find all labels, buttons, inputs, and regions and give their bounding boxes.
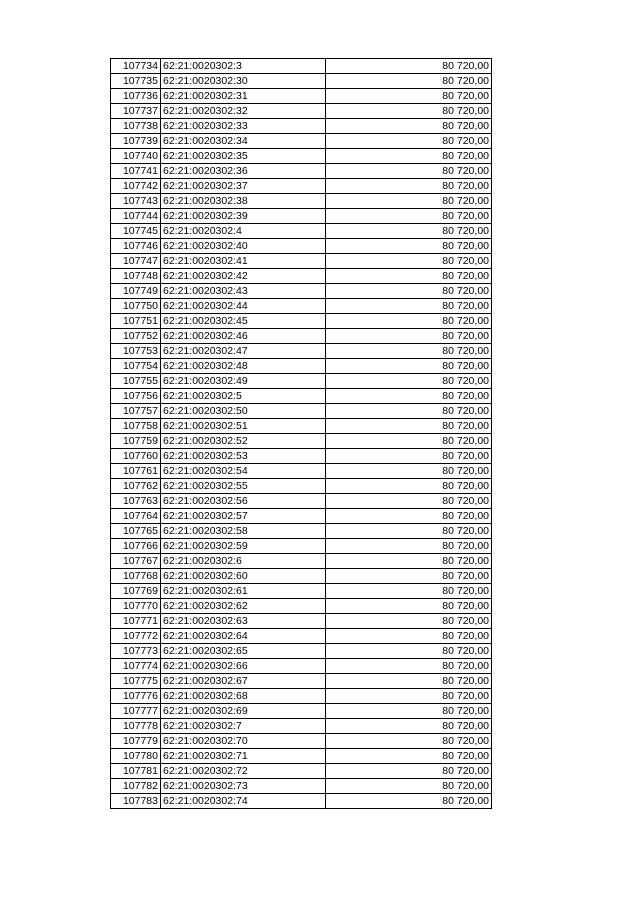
cadastral-number-cell: 62:21:0020302:65	[161, 644, 326, 659]
table-row	[111, 254, 492, 269]
table-row	[111, 149, 492, 164]
row-id-cell: 107775	[111, 674, 161, 689]
table-row	[111, 134, 492, 149]
row-id-cell: 107760	[111, 449, 161, 464]
row-id-cell: 107767	[111, 554, 161, 569]
amount-cell: 80 720,00	[326, 599, 492, 614]
table-row	[111, 224, 492, 239]
cadastral-number-cell: 62:21:0020302:68	[161, 689, 326, 704]
table-row	[111, 449, 492, 464]
row-id-cell: 107748	[111, 269, 161, 284]
row-id-cell: 107763	[111, 494, 161, 509]
table-row	[111, 74, 492, 89]
cadastral-number-cell: 62:21:0020302:35	[161, 149, 326, 164]
amount-cell: 80 720,00	[326, 434, 492, 449]
row-id-cell: 107769	[111, 584, 161, 599]
cadastral-number-cell: 62:21:0020302:50	[161, 404, 326, 419]
table-row	[111, 419, 492, 434]
cadastral-number-cell: 62:21:0020302:48	[161, 359, 326, 374]
amount-cell: 80 720,00	[326, 119, 492, 134]
cadastral-number-cell: 62:21:0020302:56	[161, 494, 326, 509]
amount-cell: 80 720,00	[326, 299, 492, 314]
cadastral-number-cell: 62:21:0020302:7	[161, 719, 326, 734]
cadastral-number-cell: 62:21:0020302:69	[161, 704, 326, 719]
cadastral-number-cell: 62:21:0020302:40	[161, 239, 326, 254]
amount-cell: 80 720,00	[326, 539, 492, 554]
amount-cell: 80 720,00	[326, 389, 492, 404]
row-id-cell: 107778	[111, 719, 161, 734]
cadastral-number-cell: 62:21:0020302:32	[161, 104, 326, 119]
cadastral-number-cell: 62:21:0020302:34	[161, 134, 326, 149]
cadastral-number-cell: 62:21:0020302:66	[161, 659, 326, 674]
amount-cell: 80 720,00	[326, 569, 492, 584]
table-row	[111, 749, 492, 764]
table-row	[111, 719, 492, 734]
table-row	[111, 59, 492, 74]
table-row	[111, 374, 492, 389]
row-id-cell: 107776	[111, 689, 161, 704]
row-id-cell: 107783	[111, 794, 161, 809]
amount-cell: 80 720,00	[326, 314, 492, 329]
table-row	[111, 479, 492, 494]
table-row	[111, 344, 492, 359]
cadastral-number-cell: 62:21:0020302:45	[161, 314, 326, 329]
amount-cell: 80 720,00	[326, 104, 492, 119]
amount-cell: 80 720,00	[326, 614, 492, 629]
table-row	[111, 104, 492, 119]
cadastral-number-cell: 62:21:0020302:62	[161, 599, 326, 614]
row-id-cell: 107762	[111, 479, 161, 494]
cadastral-number-cell: 62:21:0020302:51	[161, 419, 326, 434]
cadastral-number-cell: 62:21:0020302:72	[161, 764, 326, 779]
table-row	[111, 704, 492, 719]
row-id-cell: 107753	[111, 344, 161, 359]
cadastral-number-cell: 62:21:0020302:63	[161, 614, 326, 629]
amount-cell: 80 720,00	[326, 194, 492, 209]
cadastral-number-cell: 62:21:0020302:30	[161, 74, 326, 89]
row-id-cell: 107781	[111, 764, 161, 779]
table-row	[111, 614, 492, 629]
amount-cell: 80 720,00	[326, 509, 492, 524]
cadastral-number-cell: 62:21:0020302:52	[161, 434, 326, 449]
row-id-cell: 107771	[111, 614, 161, 629]
amount-cell: 80 720,00	[326, 449, 492, 464]
amount-cell: 80 720,00	[326, 179, 492, 194]
row-id-cell: 107747	[111, 254, 161, 269]
amount-cell: 80 720,00	[326, 734, 492, 749]
cadastral-number-cell: 62:21:0020302:54	[161, 464, 326, 479]
table-row	[111, 689, 492, 704]
cadastral-number-cell: 62:21:0020302:38	[161, 194, 326, 209]
amount-cell: 80 720,00	[326, 464, 492, 479]
row-id-cell: 107765	[111, 524, 161, 539]
cadastral-number-cell: 62:21:0020302:53	[161, 449, 326, 464]
table-row	[111, 629, 492, 644]
table-row	[111, 569, 492, 584]
table-row	[111, 584, 492, 599]
cadastral-number-cell: 62:21:0020302:46	[161, 329, 326, 344]
table-row	[111, 674, 492, 689]
cadastral-number-cell: 62:21:0020302:43	[161, 284, 326, 299]
cadastral-number-cell: 62:21:0020302:58	[161, 524, 326, 539]
row-id-cell: 107741	[111, 164, 161, 179]
amount-cell: 80 720,00	[326, 344, 492, 359]
cadastral-number-cell: 62:21:0020302:67	[161, 674, 326, 689]
amount-cell: 80 720,00	[326, 764, 492, 779]
cadastral-number-cell: 62:21:0020302:36	[161, 164, 326, 179]
cadastral-number-cell: 62:21:0020302:4	[161, 224, 326, 239]
row-id-cell: 107751	[111, 314, 161, 329]
cadastral-number-cell: 62:21:0020302:60	[161, 569, 326, 584]
amount-cell: 80 720,00	[326, 554, 492, 569]
table-row	[111, 194, 492, 209]
amount-cell: 80 720,00	[326, 584, 492, 599]
table-row	[111, 464, 492, 479]
row-id-cell: 107766	[111, 539, 161, 554]
row-id-cell: 107745	[111, 224, 161, 239]
cadastral-number-cell: 62:21:0020302:74	[161, 794, 326, 809]
row-id-cell: 107743	[111, 194, 161, 209]
cadastral-number-cell: 62:21:0020302:55	[161, 479, 326, 494]
amount-cell: 80 720,00	[326, 224, 492, 239]
table-row	[111, 434, 492, 449]
amount-cell: 80 720,00	[326, 419, 492, 434]
amount-cell: 80 720,00	[326, 374, 492, 389]
amount-cell: 80 720,00	[326, 719, 492, 734]
amount-cell: 80 720,00	[326, 749, 492, 764]
row-id-cell: 107761	[111, 464, 161, 479]
table-row	[111, 779, 492, 794]
table-row	[111, 284, 492, 299]
amount-cell: 80 720,00	[326, 134, 492, 149]
row-id-cell: 107770	[111, 599, 161, 614]
row-id-cell: 107750	[111, 299, 161, 314]
table-row	[111, 494, 492, 509]
row-id-cell: 107755	[111, 374, 161, 389]
amount-cell: 80 720,00	[326, 659, 492, 674]
row-id-cell: 107759	[111, 434, 161, 449]
table-row	[111, 659, 492, 674]
row-id-cell: 107779	[111, 734, 161, 749]
amount-cell: 80 720,00	[326, 359, 492, 374]
table-row	[111, 794, 492, 809]
amount-cell: 80 720,00	[326, 269, 492, 284]
data-table	[110, 58, 492, 809]
amount-cell: 80 720,00	[326, 794, 492, 809]
row-id-cell: 107742	[111, 179, 161, 194]
table-row	[111, 209, 492, 224]
cadastral-number-cell: 62:21:0020302:49	[161, 374, 326, 389]
row-id-cell: 107757	[111, 404, 161, 419]
table-row	[111, 524, 492, 539]
row-id-cell: 107736	[111, 89, 161, 104]
amount-cell: 80 720,00	[326, 239, 492, 254]
amount-cell: 80 720,00	[326, 149, 492, 164]
cadastral-number-cell: 62:21:0020302:31	[161, 89, 326, 104]
amount-cell: 80 720,00	[326, 404, 492, 419]
amount-cell: 80 720,00	[326, 524, 492, 539]
row-id-cell: 107773	[111, 644, 161, 659]
row-id-cell: 107782	[111, 779, 161, 794]
cadastral-number-cell: 62:21:0020302:6	[161, 554, 326, 569]
table-row	[111, 359, 492, 374]
amount-cell: 80 720,00	[326, 479, 492, 494]
table-row	[111, 644, 492, 659]
row-id-cell: 107739	[111, 134, 161, 149]
cadastral-number-cell: 62:21:0020302:3	[161, 59, 326, 74]
table-row	[111, 734, 492, 749]
cadastral-number-cell: 62:21:0020302:33	[161, 119, 326, 134]
row-id-cell: 107746	[111, 239, 161, 254]
table-row	[111, 314, 492, 329]
table-row	[111, 269, 492, 284]
amount-cell: 80 720,00	[326, 644, 492, 659]
table-row	[111, 89, 492, 104]
amount-cell: 80 720,00	[326, 89, 492, 104]
table-row	[111, 404, 492, 419]
row-id-cell: 107738	[111, 119, 161, 134]
table-row	[111, 179, 492, 194]
row-id-cell: 107780	[111, 749, 161, 764]
cadastral-number-cell: 62:21:0020302:64	[161, 629, 326, 644]
amount-cell: 80 720,00	[326, 674, 492, 689]
table-row	[111, 599, 492, 614]
cadastral-number-cell: 62:21:0020302:70	[161, 734, 326, 749]
row-id-cell: 107752	[111, 329, 161, 344]
amount-cell: 80 720,00	[326, 284, 492, 299]
row-id-cell: 107756	[111, 389, 161, 404]
row-id-cell: 107777	[111, 704, 161, 719]
data-table-body	[111, 59, 492, 809]
cadastral-number-cell: 62:21:0020302:71	[161, 749, 326, 764]
amount-cell: 80 720,00	[326, 494, 492, 509]
row-id-cell: 107740	[111, 149, 161, 164]
amount-cell: 80 720,00	[326, 254, 492, 269]
table-row	[111, 539, 492, 554]
row-id-cell: 107758	[111, 419, 161, 434]
row-id-cell: 107734	[111, 59, 161, 74]
cadastral-number-cell: 62:21:0020302:61	[161, 584, 326, 599]
row-id-cell: 107764	[111, 509, 161, 524]
row-id-cell: 107744	[111, 209, 161, 224]
cadastral-number-cell: 62:21:0020302:44	[161, 299, 326, 314]
amount-cell: 80 720,00	[326, 779, 492, 794]
amount-cell: 80 720,00	[326, 209, 492, 224]
row-id-cell: 107737	[111, 104, 161, 119]
table-row	[111, 509, 492, 524]
row-id-cell: 107768	[111, 569, 161, 584]
cadastral-number-cell: 62:21:0020302:41	[161, 254, 326, 269]
cadastral-number-cell: 62:21:0020302:37	[161, 179, 326, 194]
table-row	[111, 164, 492, 179]
cadastral-number-cell: 62:21:0020302:47	[161, 344, 326, 359]
amount-cell: 80 720,00	[326, 74, 492, 89]
table-row	[111, 299, 492, 314]
amount-cell: 80 720,00	[326, 689, 492, 704]
row-id-cell: 107772	[111, 629, 161, 644]
table-row	[111, 119, 492, 134]
cadastral-number-cell: 62:21:0020302:39	[161, 209, 326, 224]
amount-cell: 80 720,00	[326, 59, 492, 74]
row-id-cell: 107749	[111, 284, 161, 299]
amount-cell: 80 720,00	[326, 704, 492, 719]
table-row	[111, 764, 492, 779]
cadastral-number-cell: 62:21:0020302:5	[161, 389, 326, 404]
row-id-cell: 107735	[111, 74, 161, 89]
cadastral-number-cell: 62:21:0020302:73	[161, 779, 326, 794]
amount-cell: 80 720,00	[326, 329, 492, 344]
cadastral-number-cell: 62:21:0020302:42	[161, 269, 326, 284]
table-row	[111, 389, 492, 404]
row-id-cell: 107754	[111, 359, 161, 374]
table-row	[111, 554, 492, 569]
amount-cell: 80 720,00	[326, 164, 492, 179]
row-id-cell: 107774	[111, 659, 161, 674]
cadastral-number-cell: 62:21:0020302:57	[161, 509, 326, 524]
table-row	[111, 329, 492, 344]
table-row	[111, 239, 492, 254]
amount-cell: 80 720,00	[326, 629, 492, 644]
cadastral-number-cell: 62:21:0020302:59	[161, 539, 326, 554]
